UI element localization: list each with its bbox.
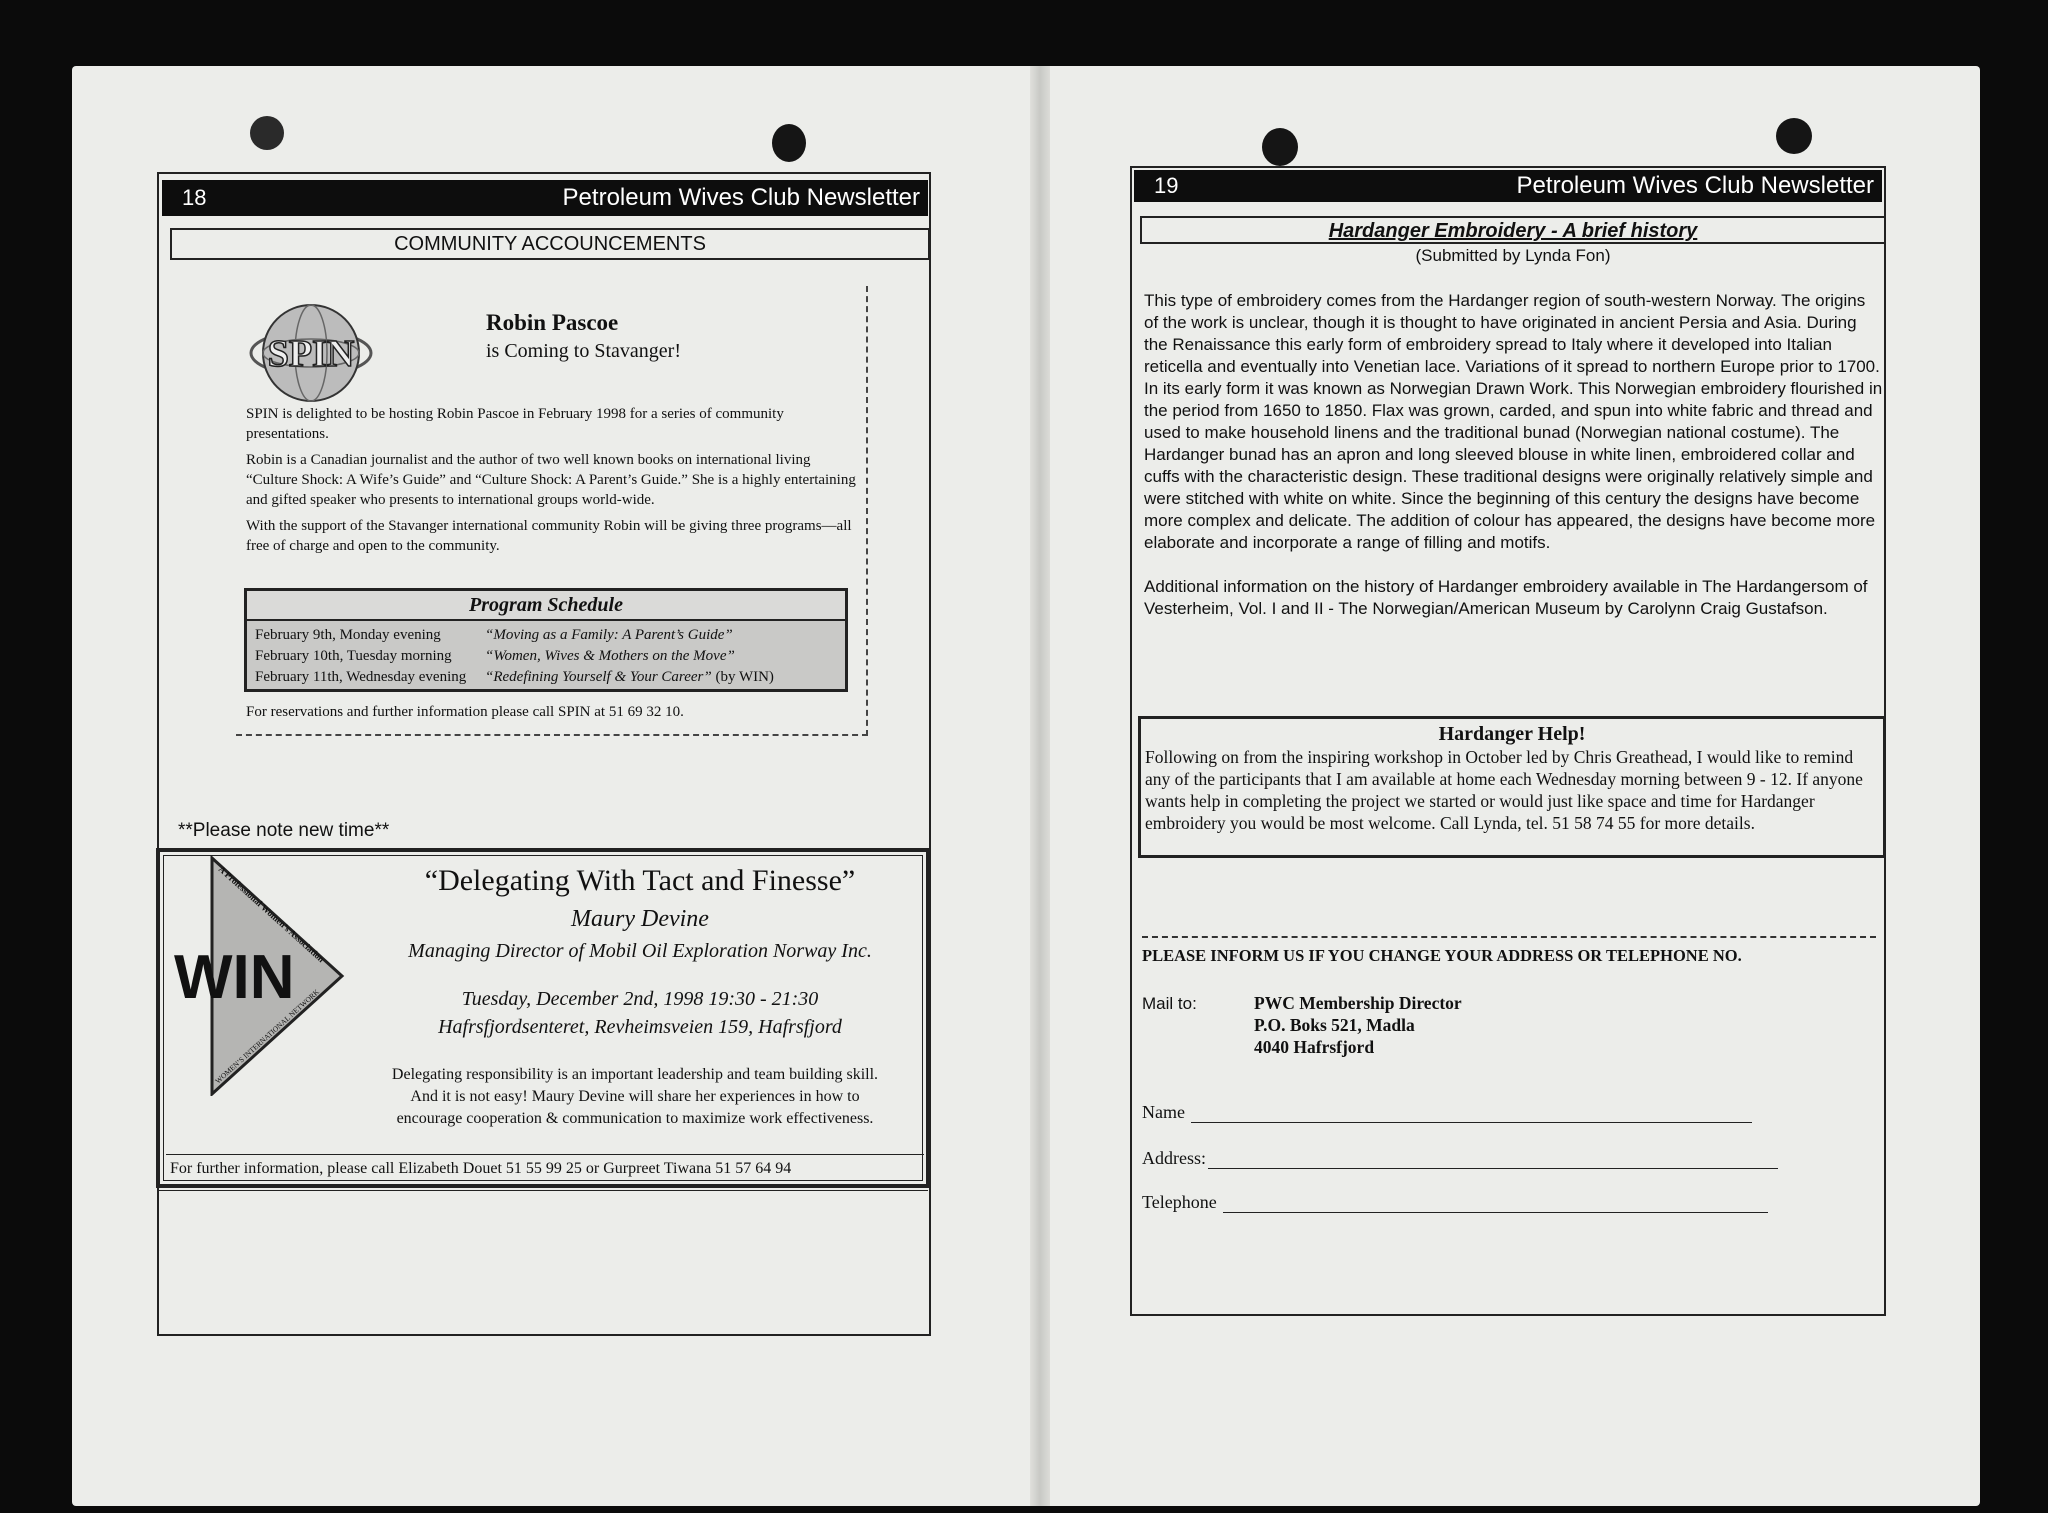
schedule-title-text: “Redefining Yourself & Your Career” [485,669,712,685]
schedule-title: Program Schedule [247,591,845,621]
event-contact: For further information, please call Elizabeth Douet 51 55 99 25 or Gurpreet Tiwana 51 57 64 94 [166,1154,924,1183]
help-text: Following on from the inspiring workshop in October led by Chris Greathead, I would like to remind any of the participants that I am available at home each Wednesday morning between 9 - 12. If anyone wants help in completing the project we started or would just like space and time for Hardanger embroidery you would be most welcome. Call Lynda, tel. 51 58 74 55 for more details. [1145,747,1863,833]
empty-box [158,1190,928,1337]
schedule-title-text: “Women, Wives & Mothers on the Move” [485,648,735,664]
telephone-field-label: Telephone [1142,1192,1217,1212]
new-time-note: **Please note new time** [178,820,390,841]
win-ring-top: A Professional Women’s Association [216,864,327,965]
schedule-when: February 9th, Monday evening [255,627,441,643]
reservation-info: For reservations and further information please call SPIN at 51 69 32 10. [246,704,684,720]
page-number: 18 [182,185,207,210]
schedule-title-text: “Moving as a Family: A Parent’s Guide” [485,627,733,643]
event-title: “Delegating With Tact and Finesse” [424,864,856,897]
spin-paragraph: SPIN is delighted to be hosting Robin Pascoe in February 1998 for a series of community presentations. [246,406,784,442]
spin-paragraph: With the support of the Stavanger international community Robin will be giving three programs—all free of charge and open to the community. [246,518,852,554]
address-field-label: Address: [1142,1148,1206,1168]
event-venue: Hafrsfjordsenteret, Revheimsveien 159, Hafrsfjord [438,1016,842,1038]
telephone-field[interactable] [1142,1192,1768,1213]
article-title: Hardanger Embroidery - A brief history [1328,220,1698,242]
schedule-row [255,625,837,646]
speaker-role: Managing Director of Mobil Oil Exploration Norway Inc. [408,940,872,962]
section-title-box [170,228,930,260]
schedule-when: February 10th, Tuesday morning [255,648,452,664]
book-spine [1030,66,1050,1506]
win-logo-text: WIN [174,943,295,1012]
win-ring-right: WOMEN’S INTERNATIONAL NETWORK [213,987,321,1086]
event-description-line: encourage cooperation & communication to maximize work effectiveness. [396,1110,874,1127]
article-title-box [1140,216,1886,244]
mail-address-line: P.O. Boks 521, Madla [1254,1015,1415,1035]
page-number: 19 [1154,173,1179,198]
help-title: Hardanger Help! [1438,723,1586,745]
left-header-bar [162,180,928,216]
inform-heading: PLEASE INFORM US IF YOU CHANGE YOUR ADDRESS OR TELEPHONE NO. [1142,946,1742,965]
win-event [156,848,930,1188]
speaker-name: Robin Pascoe [486,310,619,335]
spin-announcement [236,286,868,736]
event-speaker: Maury Devine [571,906,709,932]
newsletter-title: Petroleum Wives Club Newsletter [1516,172,1874,199]
article-byline: (Submitted by Lynda Fon) [1415,246,1611,265]
hardanger-help-box [1138,716,1886,858]
right-header-bar [1134,170,1882,202]
article-paragraph: This type of embroidery comes from the Hardanger region of south-western Norway. The origins of the work is unclear, though it is thought to have originated in ancient Persia and Asia. During the Renaissance this early form of embroidery spread to Italy where it developed into Italian reticella and eventually into Venetian lace. Variations of it spread to northern Europe prior to 1700. In its early form it was known as Norwegian Drawn Work. This Norwegian embroidery flourished in the period from 1650 to 1850. Flax was grown, carded, and spun into white fabric and thread and used to make household linens and the traditional bunad (Norwegian national costume). The Hardanger bunad has an apron and long sleeved blouse in white linen, embroidered collar and cuffs with the characteristic design. These traditional designs were originally relatively simple and were stitched with white on white. Since the beginning of this century the designs have become more complex and delicate. The addition of colour has appeared, the designs have become more elaborate and incorporate a range of filling and motifs. [1144,291,1883,552]
name-field-label: Name [1142,1102,1185,1122]
event-description-line: And it is not easy! Maury Devine will share her experiences in how to [410,1088,860,1105]
spin-logo-icon [246,288,376,418]
spin-paragraph: Robin is a Canadian journalist and the author of two well known books on international living “Culture Shock: A Wife’s Guide” and “Culture Shock: A Parent’s Guide.” She is a highly entertaining and gifted speaker who presents to international groups world-wide. [246,452,856,508]
schedule-row [255,646,837,667]
article-paragraph: Additional information on the history of Hardanger embroidery available in The Hardangersom of Vesterheim, Vol. I and II - The Norwegian/American Museum by Carolynn Craig Gustafson. [1144,577,1868,618]
spin-logo-text: SPIN [267,333,355,375]
event-datetime: Tuesday, December 2nd, 1998 19:30 - 21:30 [461,988,819,1010]
schedule-when: February 11th, Wednesday evening [255,669,467,685]
divider [1142,936,1876,938]
punch-hole [250,116,284,150]
win-logo-icon [170,856,350,1096]
newsletter-title: Petroleum Wives Club Newsletter [562,184,920,211]
name-field[interactable] [1142,1102,1752,1123]
address-field[interactable] [1142,1148,1778,1169]
punch-hole [1776,118,1812,154]
schedule-note: (by WIN) [715,669,774,685]
program-schedule [244,588,848,692]
mail-address-line: PWC Membership Director [1254,993,1462,1013]
event-description-line: Delegating responsibility is an important leadership and team building skill. [391,1066,879,1083]
punch-hole [772,124,806,162]
mail-address-line: 4040 Hafrsfjord [1254,1037,1375,1057]
mail-label: Mail to: [1142,994,1197,1013]
spin-headline: is Coming to Stavanger! [486,340,681,362]
schedule-row [255,667,837,688]
punch-hole [1262,128,1298,166]
section-title: COMMUNITY ACCOUNCEMENTS [394,232,706,255]
